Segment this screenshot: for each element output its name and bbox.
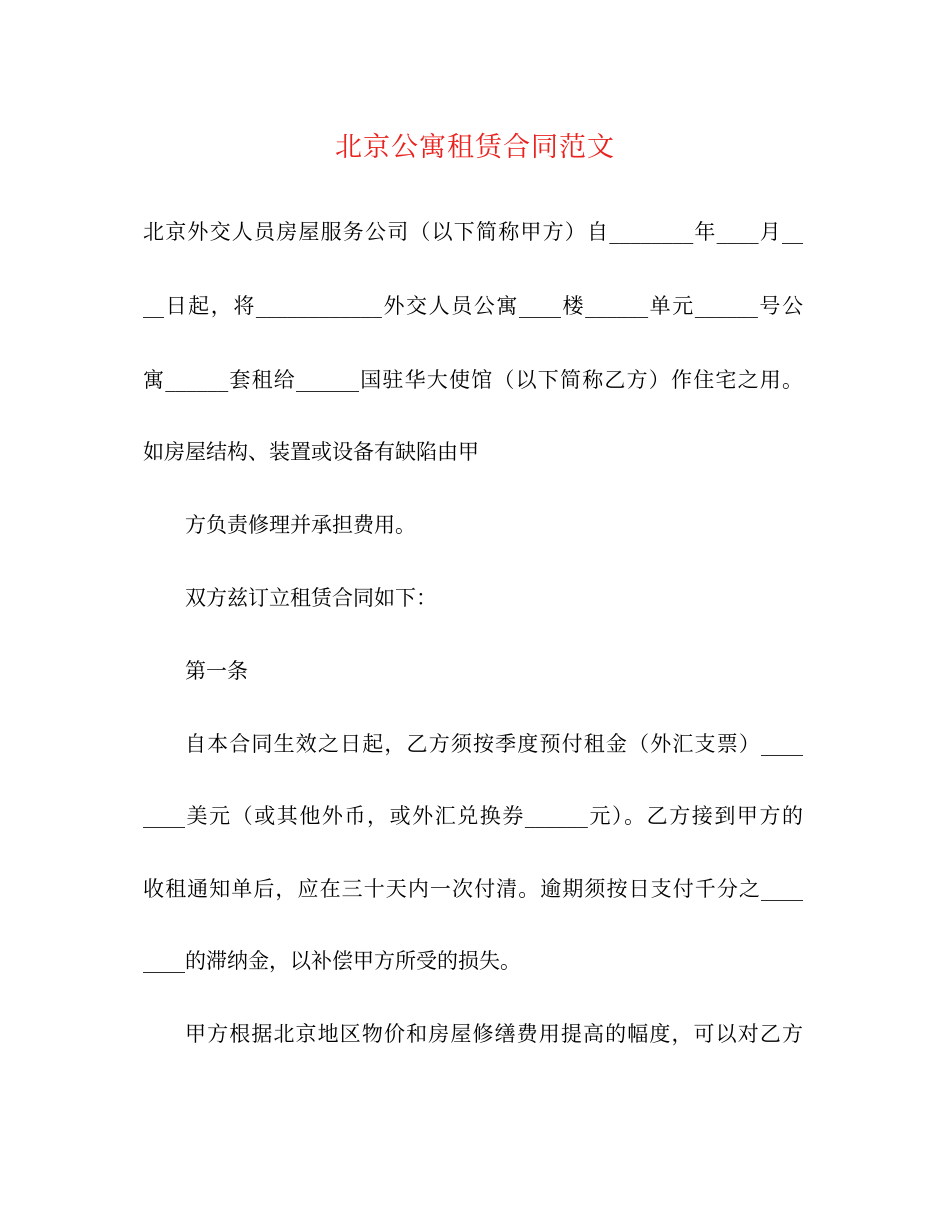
document-title: 北京公寓租赁合同范文 [335, 132, 615, 163]
paragraph-line: ____美元（或其他外币，或外汇兑换券______元）。乙方接到甲方的 [143, 804, 803, 828]
paragraph-line: 自本合同生效之日起，乙方须按季度预付租金（外汇支票）____ [185, 732, 803, 756]
section-heading: 第一条 [185, 659, 248, 683]
paragraph-line: __日起，将____________外交人员公寓____楼______单元______号公 [143, 294, 803, 318]
paragraph-line: 收租通知单后，应在三十天内一次付清。逾期须按日支付千分之____ [143, 877, 803, 901]
paragraph-line: 北京外交人员房屋服务公司（以下简称甲方）自________年____月__ [143, 220, 803, 244]
paragraph-line: 寓______套租给______国驻华大使馆（以下简称乙方）作住宅之用。 [143, 368, 803, 392]
paragraph-line: 甲方根据北京地区物价和房屋修缮费用提高的幅度，可以对乙方 [185, 1022, 803, 1046]
paragraph-line: 方负责修理并承担费用。 [185, 513, 416, 537]
paragraph-line: ____的滞纳金，以补偿甲方所受的损失。 [143, 949, 521, 973]
paragraph-line: 如房屋结构、装置或设备有缺陷由甲 [143, 440, 479, 464]
paragraph-line: 双方兹订立租赁合同如下： [185, 586, 437, 610]
